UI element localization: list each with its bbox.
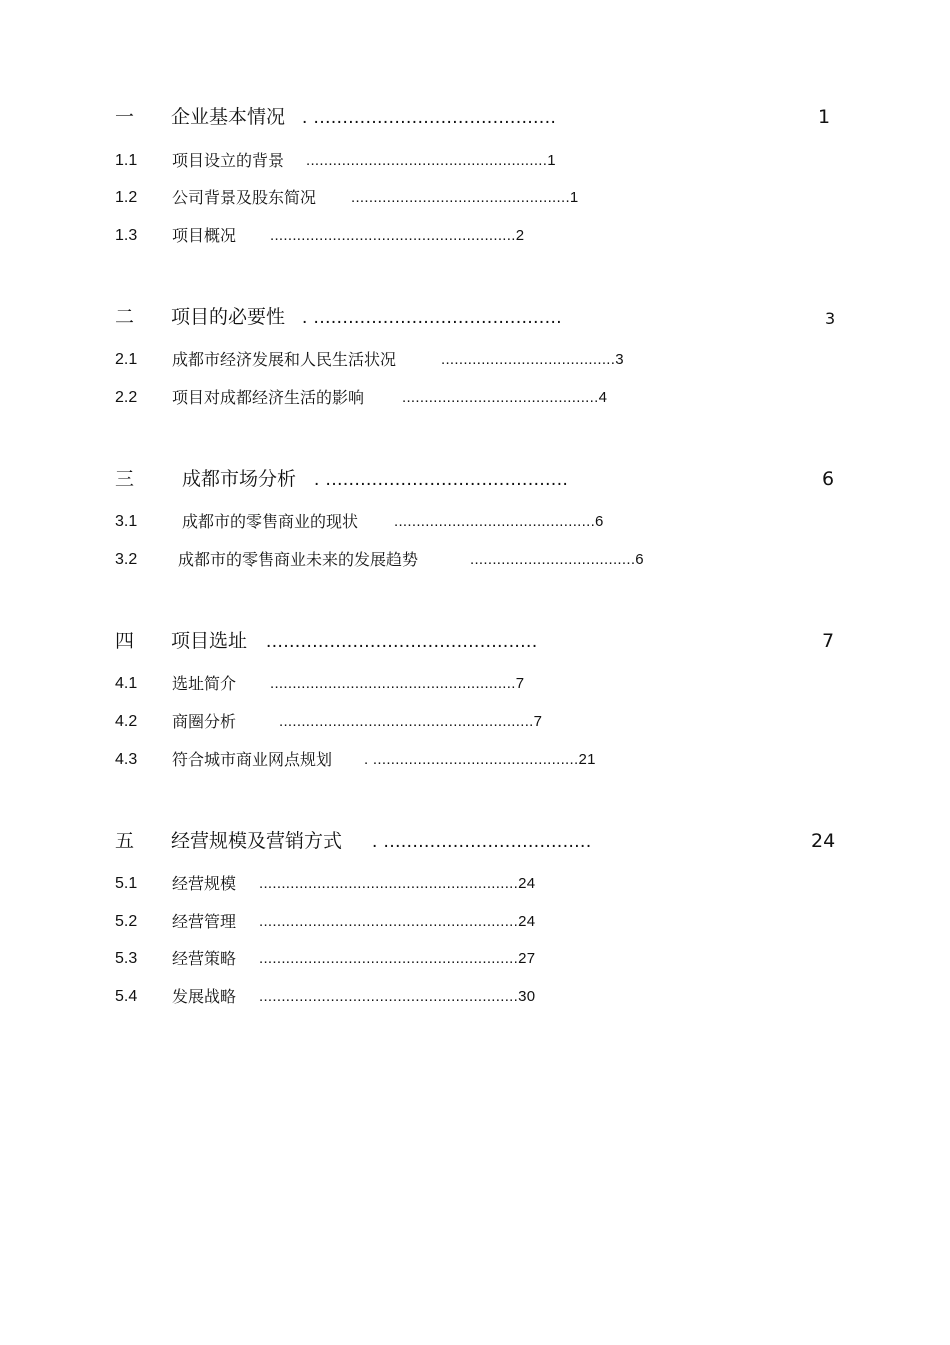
section-page-number: 24 <box>811 830 836 852</box>
toc-section <box>0 470 950 492</box>
toc-entry <box>0 514 950 532</box>
entry-title: 选址简介 <box>172 674 237 693</box>
entry-number: 4.3 <box>115 751 138 768</box>
dot-leader: ............................................... <box>266 631 538 652</box>
entry-title: 经营策略 <box>172 949 237 968</box>
section-number: 四 <box>115 630 135 652</box>
entry-number: 3.1 <box>115 513 138 530</box>
section-page-number: 3 <box>825 309 836 328</box>
toc-entry <box>0 390 950 408</box>
dot-leader: ..........................................................24 <box>259 875 536 892</box>
section-page-number: 1 <box>818 106 831 128</box>
entry-title: 成都市的零售商业未来的发展趋势 <box>178 550 419 569</box>
dot-leader: ..........................................................27 <box>259 950 536 967</box>
entry-title: 公司背景及股东简况 <box>172 188 317 207</box>
dot-leader: . ..............................................21 <box>364 751 596 768</box>
dot-leader: ......................................................1 <box>306 152 556 169</box>
toc-entry <box>0 228 950 246</box>
entry-title: 项目概况 <box>172 226 237 245</box>
section-number: 三 <box>115 468 135 490</box>
entry-title: 项目对成都经济生活的影响 <box>172 388 365 407</box>
section-title: 项目选址 <box>171 630 248 652</box>
dot-leader: . .......................................... <box>302 107 557 128</box>
section-title: 经营规模及营销方式 <box>171 830 343 852</box>
dot-leader: .......................................................7 <box>270 675 525 692</box>
toc-entry <box>0 153 950 171</box>
section-number: 五 <box>115 830 135 852</box>
section-number: 一 <box>115 106 135 128</box>
toc-entry <box>0 552 950 570</box>
dot-leader: ............................................4 <box>402 389 608 406</box>
toc-section <box>0 308 950 330</box>
dot-leader: . ........................................... <box>302 307 563 328</box>
entry-number: 5.4 <box>115 988 138 1005</box>
entry-title: 经营管理 <box>172 912 237 931</box>
section-page-number: 7 <box>822 630 835 652</box>
entry-title: 发展战略 <box>172 987 237 1006</box>
entry-number: 5.2 <box>115 913 138 930</box>
dot-leader: .......................................3 <box>441 351 624 368</box>
entry-number: 2.2 <box>115 389 138 406</box>
toc-section <box>0 108 950 130</box>
entry-number: 2.1 <box>115 351 138 368</box>
toc-entry <box>0 876 950 894</box>
entry-number: 5.3 <box>115 950 138 967</box>
toc-entry <box>0 914 950 932</box>
entry-number: 1.2 <box>115 189 138 206</box>
entry-number: 1.1 <box>115 152 138 169</box>
dot-leader: ..........................................................30 <box>259 988 536 1005</box>
dot-leader: ..........................................................24 <box>259 913 536 930</box>
dot-leader: . .......................................... <box>314 469 569 490</box>
section-title: 企业基本情况 <box>171 106 286 128</box>
toc-entry <box>0 714 950 732</box>
section-title: 成都市场分析 <box>182 468 297 490</box>
dot-leader: .....................................6 <box>470 551 644 568</box>
section-title: 项目的必要性 <box>171 306 286 328</box>
toc-entry <box>0 989 950 1007</box>
entry-number: 4.1 <box>115 675 138 692</box>
dot-leader: . .................................... <box>372 831 592 852</box>
entry-number: 5.1 <box>115 875 138 892</box>
entry-title: 经营规模 <box>172 874 237 893</box>
entry-title: 符合城市商业网点规划 <box>172 750 333 769</box>
toc-entry <box>0 752 950 770</box>
toc-entry <box>0 676 950 694</box>
dot-leader: .................................................1 <box>351 189 579 206</box>
entry-title: 项目设立的背景 <box>172 151 285 170</box>
dot-leader: .........................................................7 <box>279 713 543 730</box>
toc-entry <box>0 352 950 370</box>
entry-title: 成都市经济发展和人民生活状况 <box>172 350 397 369</box>
section-number: 二 <box>115 306 135 328</box>
entry-title: 成都市的零售商业的现状 <box>182 512 359 531</box>
entry-title: 商圈分析 <box>172 712 237 731</box>
entry-number: 4.2 <box>115 713 138 730</box>
entry-number: 3.2 <box>115 551 138 568</box>
toc-entry <box>0 951 950 969</box>
dot-leader: .............................................6 <box>394 513 604 530</box>
toc-entry <box>0 190 950 208</box>
toc-section <box>0 832 950 854</box>
entry-number: 1.3 <box>115 227 138 244</box>
section-page-number: 6 <box>822 468 835 490</box>
dot-leader: .......................................................2 <box>270 227 525 244</box>
toc-section <box>0 632 950 654</box>
